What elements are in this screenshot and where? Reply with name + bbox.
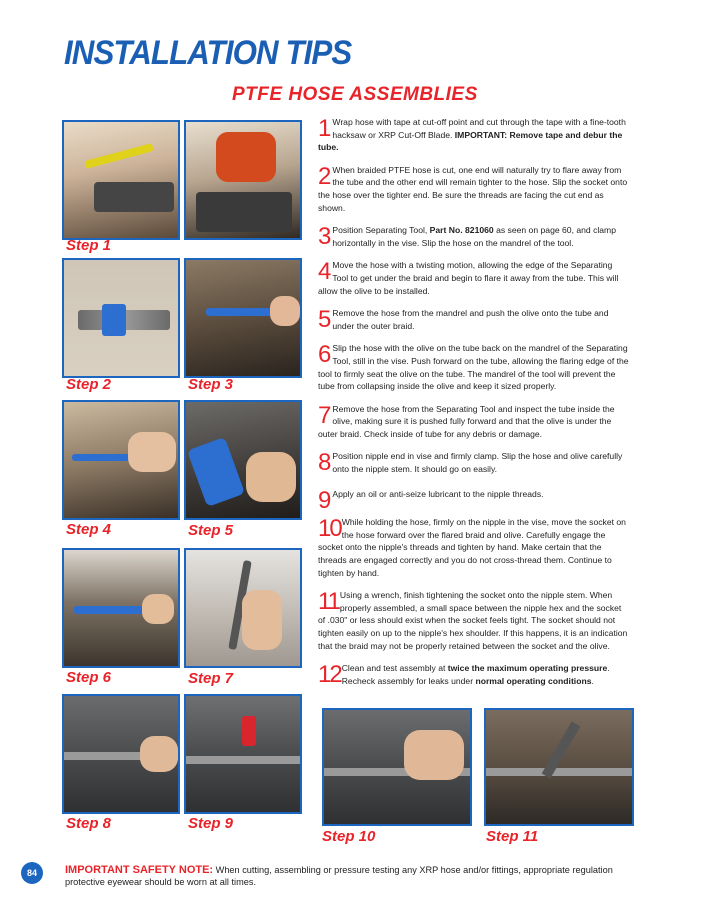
photo-label-step-10: Step 10 [322,828,376,845]
instruction-step-2: 2 When braided PTFE hose is cut, one end will naturally try to flare away from the tube and the other end will remain tighter to the hose. Slip the socket onto the hose over the tighter end. Be sure the threads are facing the cut end as shown. [318,162,628,213]
step-3-photo [184,258,302,378]
step-5-photo [184,400,302,520]
instruction-steps [318,116,630,687]
step-number: 2 [318,162,332,190]
instruction-step-8: 8 Position nipple end in vise and firmly clamp. Slip the hose and olive carefully onto the nipple stem. It should go on easily. [318,449,623,477]
instruction-step-4: 4 Move the hose with a twisting motion, allowing the edge of the Separating Tool to get under the braid and begin to flare it away from the tube. This will allow the olive to be installed. [318,258,619,296]
photo-label-step-4: Step 4 [66,521,112,538]
step-2-photo [62,258,180,378]
page-title: INSTALLATION TIPS [64,34,352,72]
photo-label-step-2: Step 2 [66,376,112,393]
step-number: 1 [318,115,332,142]
instruction-step-10: 10 While holding the hose, firmly on the nipple in the vise, move the socket on the hose forward over the flared braid and olive. Carefully engage the socket onto the nipple's threads and tighten by hand. Make certain that the threads are engaged correctly and you do not cross-thread them. Continue to tighten by hand. [318,515,626,578]
page-number-badge: 84 [21,862,43,884]
step-8-photo [62,694,180,814]
step-1-photo-hacksaw [62,120,180,240]
page-subtitle: PTFE HOSE ASSEMBLIES [232,84,478,105]
instruction-step-1: 1 Wrap hose with tape at cut-off point and cut through the tape with a fine-tooth hacksaw or XRP Cut-Off Blade. IMPORTANT: Remove tape and debur the tube. [318,115,626,153]
step-number: 8 [318,449,332,477]
step-11-photo [484,708,634,826]
photo-label-step-11: Step 11 [486,828,539,845]
step-9-photo [184,694,302,814]
instruction-step-6: 6 Slip the hose with the olive on the tube back on the mandrel of the Separating Tool, still in the vise. Push forward on the tube, allowing the flaring edge of the tool to firmly seat the olive on the tube. The mandrel of the tool will prevent the tube from collapsing inside the olive and keep it sized properly. [318,341,629,392]
instruction-step-3: 3 Position Separating Tool, Part No. 821060 as seen on page 60, and clamp horizontally in the vise. Slip the hose on the mandrel of the tool. [318,223,616,251]
step-number: 9 [318,486,332,514]
step-number: 11 [318,588,339,616]
step-7-photo [184,548,302,668]
step-4-photo [62,400,180,520]
safety-note [65,864,645,888]
instruction-step-9: 9 Apply an oil or anti-seize lubricant to the nipple threads. [318,486,544,514]
step-number: 4 [318,258,332,286]
step-number: 7 [318,401,332,429]
photo-label-step-1: Step 1 [66,237,112,254]
safety-note-text: When cutting, assembling or pressure testing any XRP hose and/or fittings, appropriate regulation protective eyewear should be worn at all times. [65,865,613,887]
step-number: 5 [318,306,332,334]
photo-label-step-8: Step 8 [66,815,112,832]
step-6-photo [62,548,180,668]
instruction-step-5: 5 Remove the hose from the mandrel and push the olive onto the tube and under the outer braid. [318,306,609,334]
photo-label-step-5: Step 5 [188,522,234,539]
step-1-photo-cutoff-saw [184,120,302,240]
instruction-step-7: 7 Remove the hose from the Separating Tool and inspect the tube inside the olive, making sure it is pushed fully forward and that the olive is under the outer braid. Check inside of tube for any debris or damage. [318,401,615,439]
photo-label-step-3: Step 3 [188,376,234,393]
step-number: 6 [318,341,332,369]
photo-label-step-7: Step 7 [188,670,234,687]
step-number: 12 [318,661,341,689]
safety-note-heading: IMPORTANT SAFETY NOTE: [65,864,214,876]
step-number: 10 [318,515,341,543]
step-number: 3 [318,223,332,251]
instruction-step-11: 11 Using a wrench, finish tightening the socket onto the nipple stem. When properly assembled, a small space between the nipple hex and the socket of .030" or less should exist when the socket feels tight. The socket should not tighten easily on up to the nipple's hex shoulder. If this happens, it is an indication that the braid may not be properly retained between the socket and the olive. [318,588,628,651]
photo-label-step-6: Step 6 [66,669,112,686]
step-10-photo [322,708,472,826]
photo-label-step-9: Step 9 [188,815,234,832]
instruction-step-12: 12 Clean and test assembly at twice the maximum operating pressure. Recheck assembly for leaks under normal operating conditions. [318,661,610,689]
